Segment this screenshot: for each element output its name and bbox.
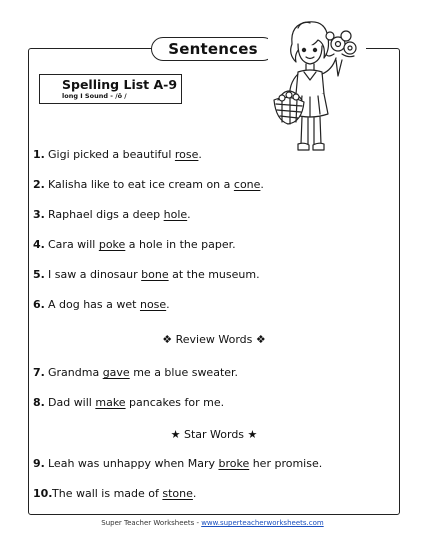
sentence-9: 9. Leah was unhappy when Mary broke her promise. <box>33 457 323 470</box>
spelling-word: stone <box>162 487 193 500</box>
star-words-heading: ★ Star Words ★ <box>170 428 258 441</box>
spelling-list-title: Spelling List A-9 <box>62 77 178 92</box>
review-words-heading: ❖ Review Words ❖ <box>162 333 266 346</box>
sentence-5: 5. I saw a dinosaur bone at the museum. <box>33 268 260 281</box>
sentence-2: 2. Kalisha like to eat ice cream on a cone. <box>33 178 264 191</box>
girl-illustration <box>268 14 366 164</box>
footer-text: Super Teacher Worksheets - <box>101 519 202 527</box>
spelling-word: gave <box>102 366 130 379</box>
sentence-10: 10.The wall is made of stone. <box>33 487 197 500</box>
title-banner <box>151 37 275 61</box>
footer-link[interactable]: www.superteacherworksheets.com <box>201 519 324 527</box>
sentence-6: 6. A dog has a wet nose. <box>33 298 170 311</box>
spelling-list-box <box>39 74 182 104</box>
sentence-4: 4. Cara will poke a hole in the paper. <box>33 238 236 251</box>
page-title: Sentences <box>168 40 258 58</box>
spelling-list-subtitle: long I Sound - /ō / <box>62 92 127 100</box>
spelling-word: hole <box>163 208 188 221</box>
sentence-7: 7. Grandma gave me a blue sweater. <box>33 366 239 379</box>
spelling-word: rose <box>174 148 199 161</box>
spelling-word: make <box>95 396 126 409</box>
sentence-3: 3. Raphael digs a deep hole. <box>33 208 191 221</box>
spelling-word: nose <box>139 298 167 311</box>
spelling-word: poke <box>98 238 126 251</box>
sentence-1: 1. Gigi picked a beautiful rose. <box>33 148 202 161</box>
page-footer <box>0 519 425 527</box>
spelling-word: cone <box>233 178 261 191</box>
spelling-word: bone <box>141 268 169 281</box>
spelling-word: broke <box>218 457 250 470</box>
sentence-8: 8. Dad will make pancakes for me. <box>33 396 225 409</box>
